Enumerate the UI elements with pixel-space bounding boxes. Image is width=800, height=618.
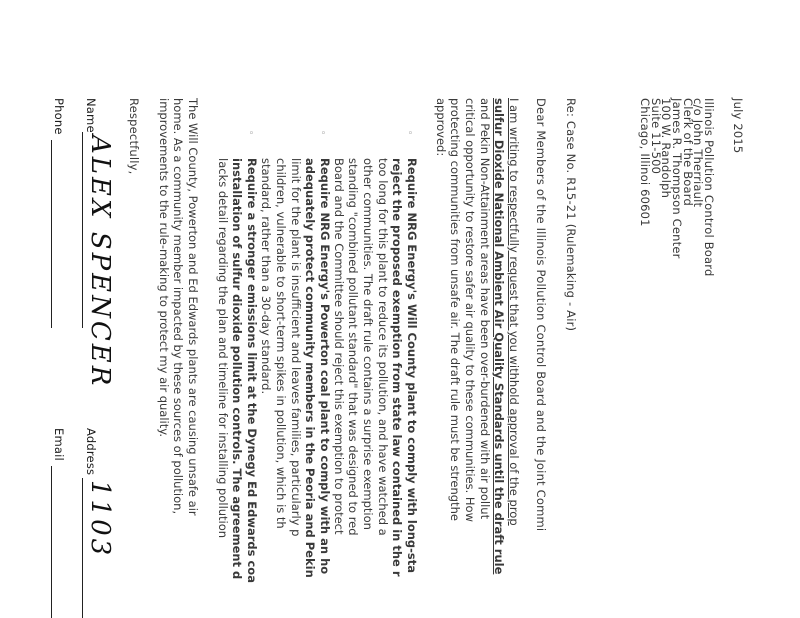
bullet-3: [215, 158, 259, 583]
address-line-rule: [82, 478, 83, 618]
intro-line: approved:: [433, 98, 448, 157]
address-label: Address: [84, 428, 98, 476]
salutation: Dear Members of the Illinois Pollution Control Board and the Joint Commi: [534, 98, 548, 532]
closing-line: improvements to the rule-making to protect my air quality.: [156, 98, 171, 438]
bullet-line: reject the proposed exemption from state law contained in the r: [390, 158, 405, 577]
address-line: Chicago, Illinoi 60601: [637, 98, 652, 227]
bullet-2: [259, 158, 332, 578]
bullet-marker: ◦: [404, 130, 414, 136]
closing-line: home. As a community member impacted by these sources of pollution,: [171, 98, 186, 515]
intro-line: sulfur Dioxide National Ambient Air Quality Standards until the draft rule: [492, 98, 507, 575]
phone-label: Phone: [52, 98, 66, 135]
bullet-line: lacks detail regarding the plan and timeline for installing pollution: [215, 158, 230, 539]
address-line: Suite 11-500: [648, 98, 663, 175]
intro-line: and Pekin Non-Attainment areas have been over-burdened with air pollut: [477, 98, 492, 520]
letter-date: July 2015: [731, 98, 745, 154]
address-line: 100 W. Randolph: [659, 98, 674, 199]
handwritten-address: 1103: [85, 480, 115, 559]
bullet-line: other communities. The draft rule contains a surprise exemption: [360, 158, 375, 530]
intro-line: critical opportunity to restore safer air quality to these communities. How: [462, 98, 477, 522]
bullet-line: installation of sulfur dioxide pollution controls. The agreement d: [230, 158, 245, 580]
address-line: Clerk of the Board: [680, 98, 695, 207]
intro-lead: I am writing to respectfully request that you withhold approval of the prop: [507, 98, 521, 526]
email-label: Email: [52, 428, 66, 461]
handwritten-signature: ALEX SPENCER: [85, 135, 115, 389]
recipient-address: [639, 98, 714, 277]
re-line: Re: Case No. R15-21 (Rulemaking - Air): [564, 98, 578, 332]
address-line: James R. Thompson Center: [669, 98, 684, 259]
bullet-line: Require NRG Energy's Will County plant to comply with long-sta: [405, 158, 419, 574]
bullet-line: children, vulnerable to short-term spikes in pollution, which is th: [273, 158, 288, 529]
bullet-line: limit for the plant is insufficient and leaves families, particularly p: [288, 158, 303, 537]
bullet-line: Require a stronger emissions limit at the Dynegy Ed Edwards coa: [245, 158, 259, 583]
intro-paragraph: [433, 98, 521, 574]
bullet-marker: ◦: [317, 130, 327, 136]
closing-line: The Will County, Powerton and Ed Edwards plants are causing unsafe air: [186, 98, 200, 516]
bullet-line: adequately protect community members in the Peoria and Pekin: [303, 158, 318, 578]
closing-paragraph: [156, 98, 200, 516]
signoff: Respectfully,: [127, 98, 141, 175]
bullet-line: too long for this plant to reduce its pollution, and have watched a: [375, 158, 390, 536]
bullet-marker: ◦: [245, 130, 255, 136]
bullet-line: standing "combined pollutant standard" that was designed to red: [346, 158, 361, 536]
name-label: Name: [84, 98, 98, 133]
bullet-line: Board and the Committee should reject this exemption to protect: [331, 158, 346, 535]
bullet-line: Require NRG Energy's Powerton coal plant to comply with an ho: [318, 158, 332, 575]
intro-line: protecting communities from unsafe air. The draft rule must be strengthe: [448, 98, 463, 521]
bullet-line: standard, rather than a 30-day standard.: [259, 158, 274, 395]
address-line: Illinois Pollution Control Board: [702, 98, 716, 277]
address-line: c/o John Therriault: [691, 98, 706, 208]
email-line: [51, 466, 52, 618]
bullet-1: [331, 158, 419, 577]
phone-line: [51, 140, 52, 328]
name-line: [82, 132, 83, 328]
